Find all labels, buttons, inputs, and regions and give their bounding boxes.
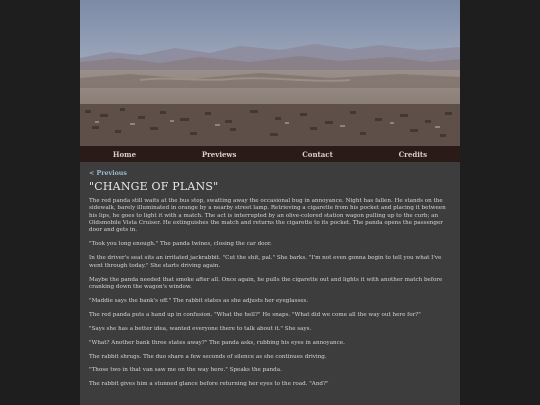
previous-link[interactable] — [89, 170, 451, 177]
story-paragraph: Maybe the panda needed that smoke after all. Once again, he pulls the cigarette out and lights it with another match before cranking down the wagon's window. — [89, 276, 443, 290]
nav-item-contact[interactable]: Contact — [302, 149, 333, 159]
nav-item-previews[interactable]: Previews — [201, 149, 237, 159]
nav-item-home[interactable]: Home — [112, 149, 137, 159]
story-paragraph: The rabbit gives him a stunned glance before returning her eyes to the road. "And?" — [89, 381, 329, 388]
header-banner-image — [80, 0, 460, 146]
story-paragraph: "What? Another bank three states away?" The panda asks, rubbing his eyes in annoyance. — [89, 339, 345, 346]
story-paragraph: "Says she has a better idea, wanted everyone there to talk about it." She says. — [89, 325, 312, 332]
story-content — [89, 170, 451, 395]
story-paragraph: "Maddie says the bank's off." The rabbit states as she adjusts her eyeglasses. — [89, 297, 309, 304]
story-paragraph: The rabbit shrugs. The duo share a few seconds of silence as she continues driving. — [89, 353, 327, 360]
desert-landscape-image — [80, 0, 460, 146]
story-paragraph: In the driver's seat sits an irritated jackrabbit. "Cut the shit, pal." She barks. "I'm not even gonna begin to tell you what I've went through today." She starts driving again. — [89, 255, 442, 269]
nav-item-credits[interactable]: Credits — [398, 149, 428, 159]
page-container — [80, 0, 460, 405]
previous-link-label: Previous — [96, 170, 127, 177]
story-paragraph: The red panda still waits at the bus stop, swatting away the occasional bug in annoyance. Night has fallen. He stands on the sidewalk, barely illuminated in orange by a nearby street lamp. Retrieving a cigarette from his pocket and placing it between his lips, he goes to light it with a match. The act is interrupted by an olive-colored station wagon pulling up to the curb; an Oldsmobile Vista Cruiser. He extinguishes the match and returns the cigarette to its pocket. The panda opens the passenger door and gets in. — [89, 197, 446, 234]
story-paragraph: The red panda puts a hand up in confusion. "What the hell?" He snaps. "What did we come all the way out here for?" — [89, 311, 421, 318]
main-navigation — [80, 146, 460, 162]
story-title: "CHANGE OF PLANS" — [89, 180, 219, 194]
story-paragraph: "Took you long enough." The panda twines, closing the car door. — [89, 241, 272, 248]
previous-arrow-icon: < — [89, 170, 95, 177]
story-paragraph: "Those two in that van saw me on the way here." Speaks the panda. — [89, 367, 282, 374]
